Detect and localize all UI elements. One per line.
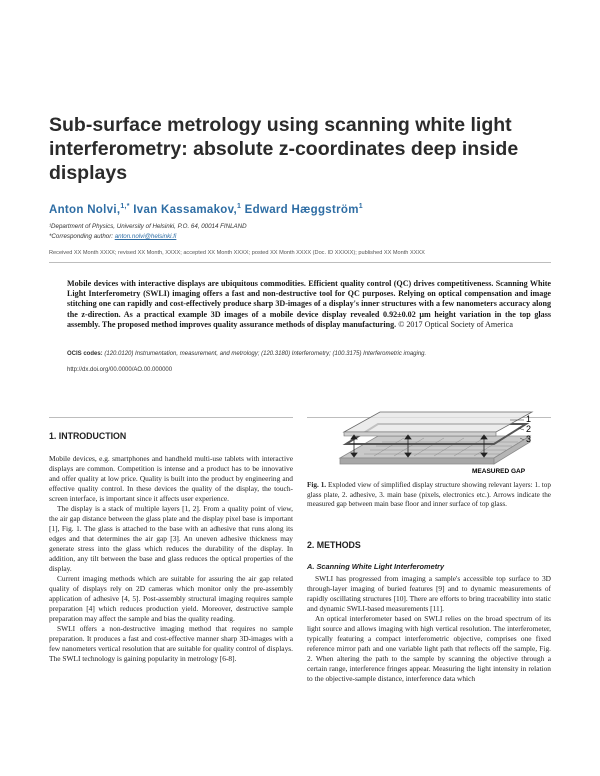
intro-heading: 1. INTRODUCTION <box>49 431 127 441</box>
ocis-label: OCIS codes: <box>67 351 103 357</box>
corresponding-prefix: *Corresponding author: <box>49 233 115 240</box>
email-link[interactable]: anton.nolvi@helsinki.fi <box>114 233 177 240</box>
author-name: Ivan Kassamakov, <box>129 203 237 216</box>
abstract-text: Mobile devices with interactive displays are ubiquitous commodities. Efficient quality control (QC) drives competitiveness. Scanning White Light Interferometry (SWLI) imaging offers a fast and non-destructive tool for QC purposes. Relying on optical compensation and image stitching one can rapidly and cost-effectively produce sharp 3D-images of a display's inner structures with a few nanometers accuracy along the z-direction. As a practical example 3D images of a mobile device display revealed 0.92±0.02 μm height variation in the top glass assembly. The proposed method improves quality assurance methods of display manufacturing. <box>67 279 551 329</box>
corresponding-line <box>49 232 247 242</box>
abstract <box>67 279 551 330</box>
layer-label: 3 <box>526 434 532 444</box>
affiliations <box>49 222 247 242</box>
main-base-edge <box>340 458 494 464</box>
top-glass-edge <box>344 432 496 436</box>
history-line: Received XX Month XXXX; revised XX Month, XXXX; accepted XX Month XXXX; posted XX Month XXXX (Doc. ID XXXXX); published XX Month XXXX <box>49 250 425 256</box>
author-list <box>49 203 363 216</box>
paragraph: Mobile devices, e.g. smartphones and handheld multi-use tablets with interactive displays are common. Competition is intense and a product has to be innovative and offer quality at low price. Quality is built into the product by engineering and effective quality control. In these devices the quality of the display, the touch-screen interface, is important since it affects user experience. <box>49 454 293 503</box>
divider <box>49 262 551 263</box>
caption-text: Exploded view of simplified display structure showing relevant layers: 1. top glass plate, 2. adhesive, 3. main base (pixels, electronics etc.). Arrows indicate the measured gap between main base floor and inner surface of top glass. <box>307 481 551 508</box>
layer-label: 1 <box>526 414 532 424</box>
methods-heading: 2. METHODS <box>307 540 361 550</box>
affiliation-line: ¹Department of Physics, University of Helsinki, P.O. 64, 00014 FINLAND <box>49 223 247 230</box>
author-sup: 1,* <box>120 203 130 210</box>
author-sup: 1 <box>358 203 363 210</box>
gap-label: MEASURED GAP <box>472 468 526 475</box>
figure-caption <box>307 481 551 510</box>
copyright: © 2017 Optical Society of America <box>396 319 513 329</box>
layer-label: 2 <box>526 424 532 434</box>
author-sup: 1 <box>236 203 242 210</box>
paragraph: The display is a stack of multiple layers [1, 2]. From a quality point of view, the air gap distance between the glass plate and the display pixel base is important [1], Fig. 1. The glass is attached to the base with an adhesive that runs along its edges and that determines the air gap [3]. An uneven adhesive thickness may generate stress into the glass which reduces the durability of the display. In addition, any tilt between the base and glass reduces the optical properties of the display. <box>49 504 293 573</box>
caption-label: Fig. 1. <box>307 481 327 489</box>
paragraph: Current imaging methods which are suitable for assuring the air gap related quality of displays rely on 2D cameras which monitor only the pre-assembly application of adhesive [4, 5]. Post-assembly structural imaging requires sample preparation [4] which reduces production yield. Moreover, destructive sample preparation may affect the sample and bias the quality reading. <box>49 574 293 623</box>
author-name: Edward Hæggström <box>241 203 359 216</box>
doi-link[interactable]: http://dx.doi.org/00.0000/AO.00.000000 <box>67 367 173 373</box>
paragraph: SWLI offers a non-destructive imaging method that requires no sample preparation. It produces a fast and cost-effective manner sharp 3D-images with a few nanometers vertical resolution that are suitable for quality control of displays. The SWLI technology is gaining popularity in metrology [6-8]. <box>49 624 293 663</box>
intro-body <box>49 454 293 664</box>
display-structure-figure <box>334 408 539 476</box>
ocis-codes <box>67 351 551 357</box>
section-divider <box>49 417 293 418</box>
methods-subheading: A. Scanning White Light Interferometry <box>307 562 445 571</box>
author-name: Anton Nolvi, <box>49 203 121 216</box>
paragraph: SWLI has progressed from imaging a sample's accessible top surface to 3D through-layer imaging of buried features [9] and to dynamic measurements of rapidly oscillating structures [10]. There are efforts to bring traceability into static and dynamic SWLI-based measurements [11]. <box>307 574 551 613</box>
ocis-text: (120.0120) Instrumentation, measurement, and metrology; (120.3180) Interferometry; (100.3175) Interferometric imaging. <box>102 351 427 357</box>
methods-body <box>307 574 551 684</box>
paragraph: An optical interferometer based on SWLI relies on the broad spectrum of its light source and allows imaging with high vertical resolution. The interferometer, typically featuring a compact interferometric objective, comprises one fixed reference mirror path and one variable light path that reflects off the sample, Fig. 2. When altering the path to the sample by scanning the objective through a certain range, interference fringes appear. Measuring the light intensity in relation to the objective-sample distance, interference data which <box>307 614 551 683</box>
paper-title: Sub-surface metrology using scanning white light interferometry: absolute z-coordinates deep inside displays <box>49 114 519 184</box>
top-glass-layer <box>344 412 532 432</box>
